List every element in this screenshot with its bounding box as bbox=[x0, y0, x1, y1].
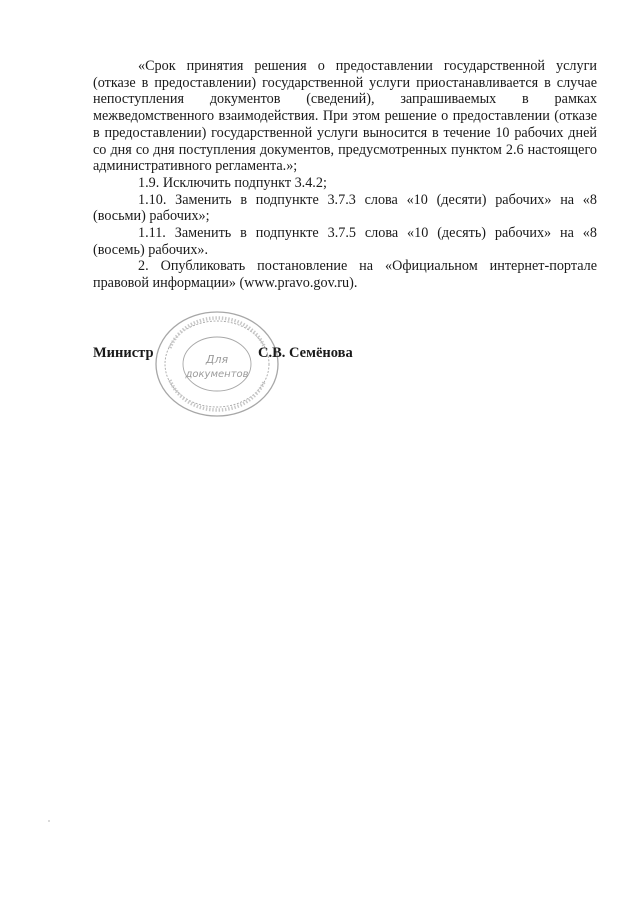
signatory-name: С.В. Семёнова bbox=[258, 345, 353, 361]
signatory-role: Министр bbox=[93, 345, 154, 361]
paragraph-item-2-publish: 2. Опубликовать постановление на «Официальном интернет-портале правовой информации» (www.pravo.gov.ru). bbox=[93, 258, 597, 292]
paragraph-item-1-9: 1.9. Исключить подпункт 3.4.2; bbox=[138, 174, 327, 191]
paragraph-item-1-11: 1.11. Заменить в подпункте 3.7.5 слова «10 (десять) рабочих» на «8 (восемь) рабочих». bbox=[93, 225, 597, 258]
scan-speck bbox=[48, 820, 50, 822]
stamp-text-line1: Для bbox=[205, 353, 229, 366]
official-stamp bbox=[152, 308, 282, 420]
paragraph-deadline-clause: «Срок принятия решения о предоставлении государственной услуги (отказе в предоставлении) государственной услуги приостанавливается в случае непоступления документов (сведений), запрашиваемых в рамках межведомственного взаимодействия. При этом решение о предоставлении (отказе в предоставлении) государственной услуги выносится в течение 10 рабочих дней со дня со дня поступления документов, предусмотренных пунктом 2.6 настоящего административного регламента.»; bbox=[93, 58, 597, 175]
stamp-text-line2: документов bbox=[185, 369, 249, 380]
paragraph-item-1-10: 1.10. Заменить в подпункте 3.7.3 слова «10 (десяти) рабочих» на «8 (восьми) рабочих»; bbox=[93, 191, 597, 225]
document-body bbox=[93, 58, 597, 292]
